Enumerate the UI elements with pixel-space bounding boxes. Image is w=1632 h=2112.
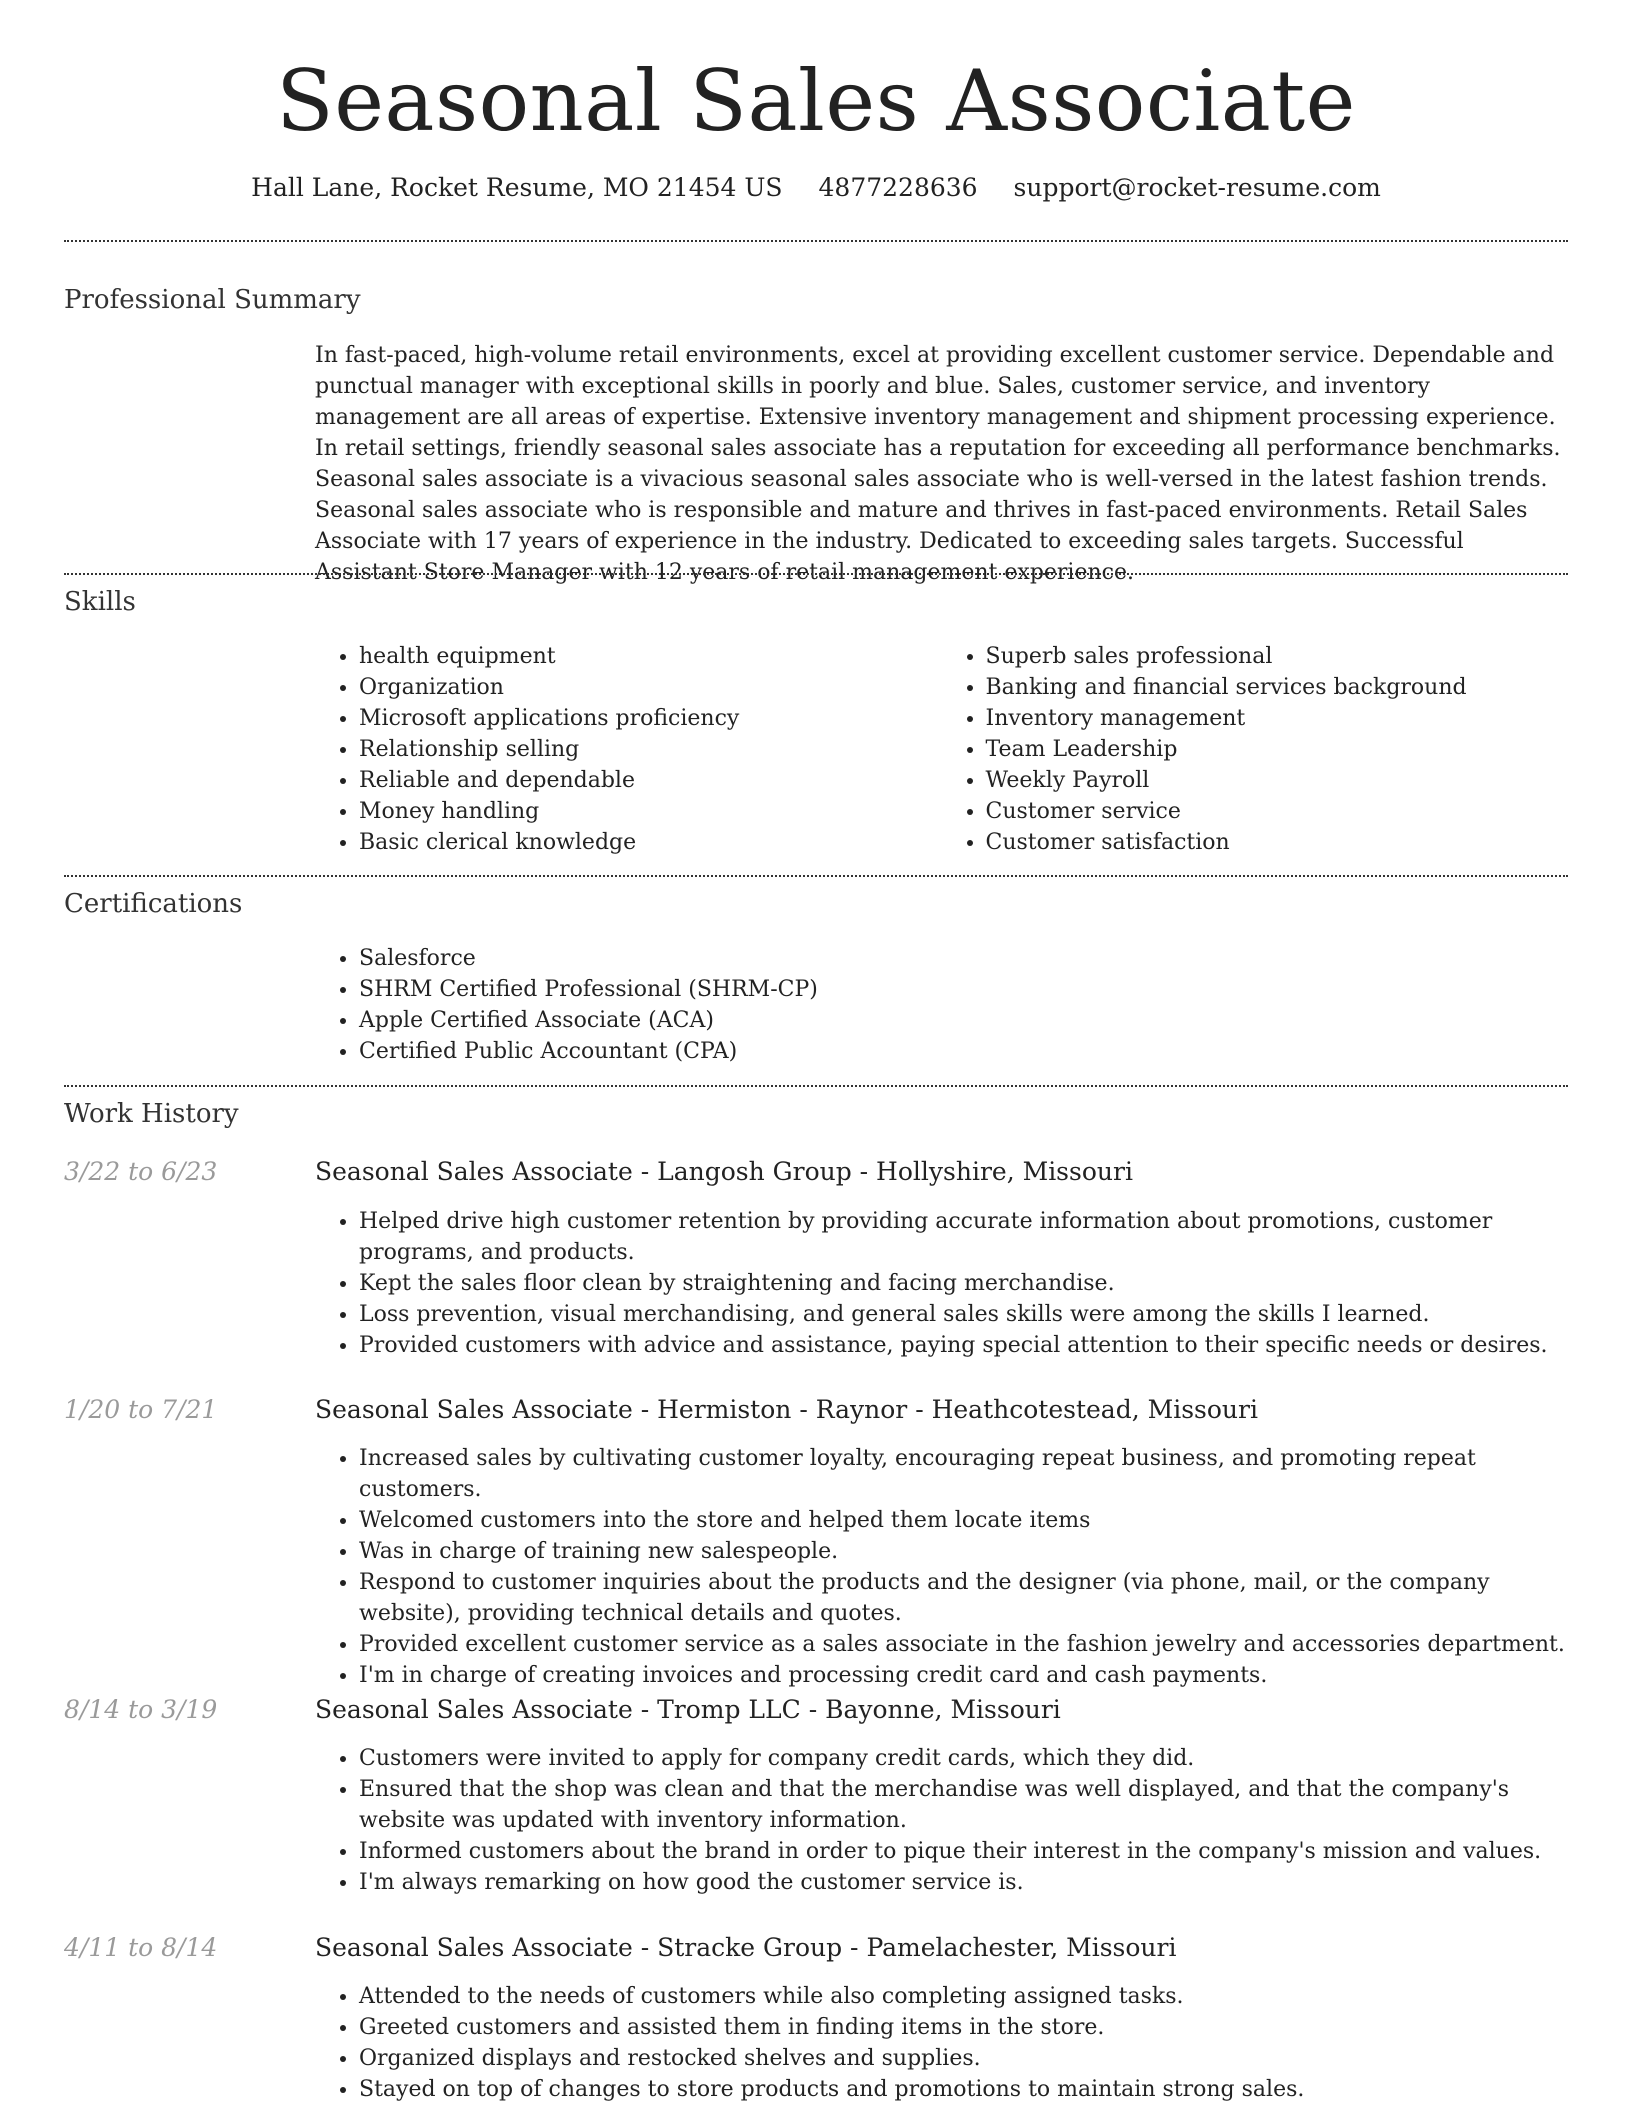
skills-list-left bbox=[315, 641, 942, 858]
duty-item: • Greeted customers and assisted them in finding items in the store. bbox=[359, 2012, 1568, 2043]
duty-item: • Kept the sales floor clean by straightening and facing merchandise. bbox=[359, 1268, 1568, 1299]
section-title-certifications: Certifications bbox=[64, 889, 243, 919]
job-duties-list bbox=[315, 1206, 1568, 1361]
duty-item: • Increased sales by cultivating customer loyalty, encouraging repeat business, and promoting repeat customers. bbox=[359, 1443, 1568, 1505]
job-dates: 8/14 to 3/19 bbox=[64, 1695, 218, 1724]
skill-item: • health equipment bbox=[359, 641, 942, 672]
duty-item: • Stayed on top of changes to store products and promotions to maintain strong sales. bbox=[359, 2074, 1568, 2105]
skill-item: • Team Leadership bbox=[986, 734, 1569, 765]
job-title: Seasonal Sales Associate - Hermiston - Raynor - Heathcotestead, Missouri bbox=[315, 1395, 1258, 1424]
certification-item: • Apple Certified Associate (ACA) bbox=[359, 1005, 1568, 1036]
job-duties bbox=[315, 1743, 1568, 1898]
job-title: Seasonal Sales Associate - Stracke Group - Pamelachester, Missouri bbox=[315, 1933, 1177, 1962]
certification-item: • Certified Public Accountant (CPA) bbox=[359, 1036, 1568, 1067]
duty-item: • Ensured that the shop was clean and that the merchandise was well displayed, and that the company's website was updated with inventory information. bbox=[359, 1774, 1568, 1836]
duty-item: • I'm always remarking on how good the customer service is. bbox=[359, 1867, 1568, 1898]
section-title-work-history: Work History bbox=[64, 1099, 239, 1129]
skill-item: • Relationship selling bbox=[359, 734, 942, 765]
certification-item: • Salesforce bbox=[359, 943, 1568, 974]
duty-item: • I'm in charge of creating invoices and processing credit card and cash payments. bbox=[359, 1660, 1568, 1691]
job-duties-list bbox=[315, 1981, 1568, 2105]
duty-item: • Informed customers about the brand in order to pique their interest in the company's mission and values. bbox=[359, 1836, 1568, 1867]
contact-email[interactable]: support@rocket-resume.com bbox=[1013, 173, 1381, 202]
skill-item: • Banking and financial services background bbox=[986, 672, 1569, 703]
duty-item: • Respond to customer inquiries about the products and the designer (via phone, mail, or the company website), providing technical details and quotes. bbox=[359, 1567, 1568, 1629]
contact-line bbox=[0, 168, 1632, 208]
skill-item: • Superb sales professional bbox=[986, 641, 1569, 672]
duty-item: • Welcomed customers into the store and helped them locate items bbox=[359, 1505, 1568, 1536]
skill-item: • Customer satisfaction bbox=[986, 827, 1569, 858]
job-title: Seasonal Sales Associate - Langosh Group - Hollyshire, Missouri bbox=[315, 1157, 1133, 1186]
certification-item: • SHRM Certified Professional (SHRM-CP) bbox=[359, 974, 1568, 1005]
skills-grid bbox=[315, 641, 1568, 858]
job-duties-list bbox=[315, 1743, 1568, 1898]
duty-item: • Attended to the needs of customers while also completing assigned tasks. bbox=[359, 1981, 1568, 2012]
divider bbox=[64, 875, 1568, 877]
candidate-name: Seasonal Sales Associate bbox=[276, 52, 1356, 150]
skill-item: • Organization bbox=[359, 672, 942, 703]
skill-item: • Microsoft applications proficiency bbox=[359, 703, 942, 734]
job-duties-list bbox=[315, 1443, 1568, 1691]
skill-item: • Reliable and dependable bbox=[359, 765, 942, 796]
skills-list-right bbox=[942, 641, 1569, 858]
skill-item: • Weekly Payroll bbox=[986, 765, 1569, 796]
duty-item: • Provided customers with advice and assistance, paying special attention to their specific needs or desires. bbox=[359, 1330, 1568, 1361]
section-title-summary: Professional Summary bbox=[64, 285, 361, 315]
skill-item: • Money handling bbox=[359, 796, 942, 827]
summary-text: In fast-paced, high-volume retail environments, excel at providing excellent customer service. Dependable and punctual manager with exceptional skills in poorly and blue. Sales, customer service, and inventory management are all areas of expertise. Extensive inventory management and shipment processing experience. In retail settings, friendly seasonal sales associate has a reputation for exceeding all performance benchmarks. Seasonal sales associate is a vivacious seasonal sales associate who is well-versed in the latest fashion trends. Seasonal sales associate who is responsible and mature and thrives in fast-paced environments. Retail Sales Associate with 17 years of experience in the industry. Dedicated to exceeding sales targets. Successful Assistant Store Manager with 12 years of retail management experience. bbox=[315, 343, 1561, 585]
skill-item: • Inventory management bbox=[986, 703, 1569, 734]
divider bbox=[64, 573, 1568, 575]
job-title: Seasonal Sales Associate - Tromp LLC - Bayonne, Missouri bbox=[315, 1695, 1061, 1724]
duty-item: • Helped drive high customer retention by providing accurate information about promotions, customer programs, and products. bbox=[359, 1206, 1568, 1268]
duty-item: • Loss prevention, visual merchandising, and general sales skills were among the skills I learned. bbox=[359, 1299, 1568, 1330]
summary-body bbox=[315, 340, 1568, 588]
contact-address: Hall Lane, Rocket Resume, MO 21454 US bbox=[251, 173, 783, 202]
duty-item: • Organized displays and restocked shelves and supplies. bbox=[359, 2043, 1568, 2074]
skill-item: • Customer service bbox=[986, 796, 1569, 827]
certifications-body bbox=[315, 943, 1568, 1067]
contact-phone: 4877228636 bbox=[818, 173, 978, 202]
job-duties bbox=[315, 1206, 1568, 1361]
skills-body bbox=[315, 641, 1568, 858]
divider bbox=[64, 240, 1568, 242]
job-duties bbox=[315, 1443, 1568, 1691]
job-dates: 3/22 to 6/23 bbox=[64, 1157, 218, 1186]
job-duties bbox=[315, 1981, 1568, 2105]
certifications-list bbox=[315, 943, 1568, 1067]
divider bbox=[64, 1085, 1568, 1087]
duty-item: • Provided excellent customer service as a sales associate in the fashion jewelry and accessories department. bbox=[359, 1629, 1568, 1660]
section-title-skills: Skills bbox=[64, 587, 136, 617]
job-dates: 4/11 to 8/14 bbox=[64, 1933, 218, 1962]
job-dates: 1/20 to 7/21 bbox=[64, 1395, 218, 1424]
duty-item: • Customers were invited to apply for company credit cards, which they did. bbox=[359, 1743, 1568, 1774]
skill-item: • Basic clerical knowledge bbox=[359, 827, 942, 858]
duty-item: • Was in charge of training new salespeople. bbox=[359, 1536, 1568, 1567]
